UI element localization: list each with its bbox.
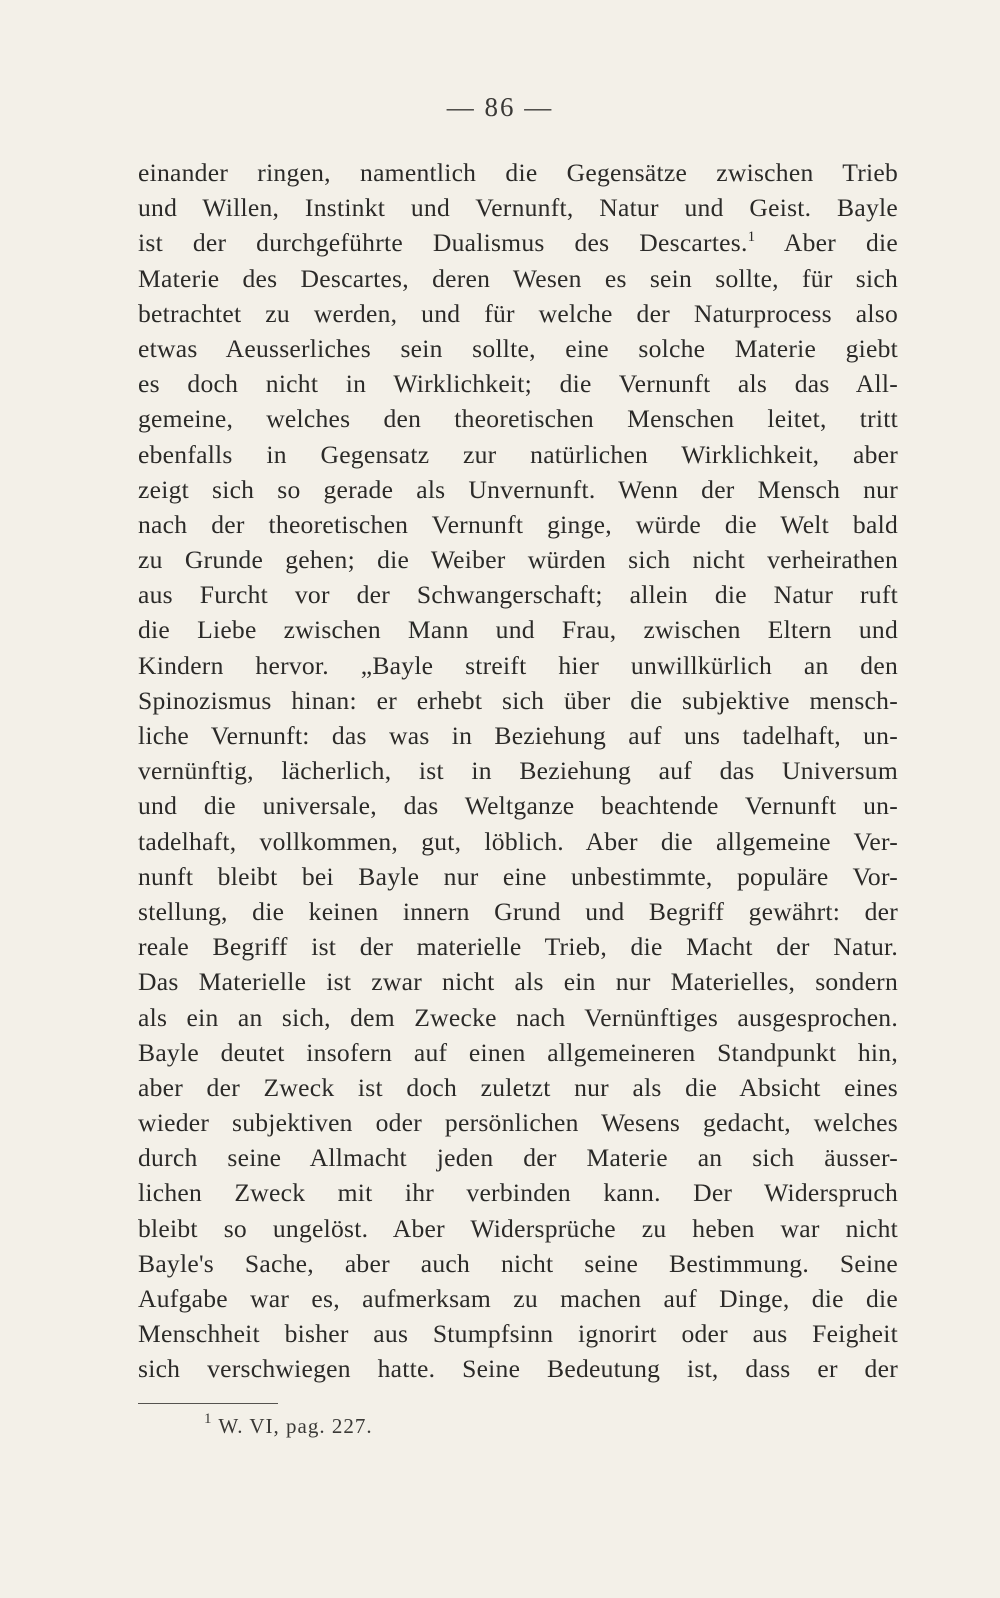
text-line: reale Begriff ist der materielle Trieb, die Macht der Natur. — [138, 932, 898, 962]
text-line: nach der theoretischen Vernunft ginge, würde die Welt bald — [138, 509, 898, 539]
text-line: gemeine, welches den theoretischen Menschen leitet, tritt — [138, 404, 898, 434]
text-line: Bayle deutet insofern auf einen allgemeineren Standpunkt hin, — [138, 1037, 898, 1067]
text-line-with-footnote-ref — [138, 225, 898, 260]
text-line: und die universale, das Weltganze beachtende Vernunft un- — [138, 791, 898, 821]
footnote — [204, 1411, 373, 1439]
text-line: stellung, die keinen innern Grund und Begriff gewährt: der — [138, 896, 898, 926]
text-line: sich verschwiegen hatte. Seine Bedeutung ist, dass er der — [138, 1354, 898, 1384]
text-line: durch seine Allmacht jeden der Materie an sich äusser- — [138, 1143, 898, 1173]
text-line: bleibt so ungelöst. Aber Widersprüche zu heben war nicht — [138, 1213, 898, 1243]
text-line: lichen Zweck mit ihr verbinden kann. Der Widerspruch — [138, 1178, 898, 1208]
text-line: Das Materielle ist zwar nicht als ein nur Materielles, sondern — [138, 967, 898, 997]
page-number: — 86 — — [446, 92, 554, 122]
text-line: Kindern hervor. „Bayle streift hier unwillkürlich an den — [138, 650, 898, 680]
text-line: ebenfalls in Gegensatz zur natürlichen Wirklichkeit, aber — [138, 439, 898, 469]
footnote-reference: 1 — [747, 229, 756, 246]
text-line: nunft bleibt bei Bayle nur eine unbestimmte, populäre Vor- — [138, 861, 898, 891]
text-line: Aufgabe war es, aufmerksam zu machen auf Dinge, die die — [138, 1284, 898, 1313]
text-line: einander ringen, namentlich die Gegensätze zwischen Trieb — [138, 158, 898, 187]
text-line: Spinozismus hinan: er erhebt sich über die subjektive mensch- — [138, 685, 898, 715]
text-line: Bayle's Sache, aber auch nicht seine Bestimmung. Seine — [138, 1248, 898, 1278]
footnote-marker: 1 — [204, 1411, 213, 1427]
text-line: es doch nicht in Wirklichkeit; die Vernunft als das All- — [138, 369, 898, 399]
text-segment: ist der durchgeführte Dualismus des Descartes. — [138, 228, 748, 258]
text-line: liche Vernunft: das was in Beziehung auf uns tadelhaft, un- — [138, 721, 898, 750]
body-text — [138, 155, 898, 1387]
text-line: aber der Zweck ist doch zuletzt nur als die Absicht eines — [138, 1072, 898, 1102]
text-line: als ein an sich, dem Zwecke nach Vernünftiges ausgesprochen. — [138, 1002, 898, 1032]
text-line: aus Furcht vor der Schwangerschaft; allein die Natur ruft — [138, 580, 898, 610]
text-line: tadelhaft, vollkommen, gut, löblich. Aber die allgemeine Ver- — [138, 826, 898, 856]
text-line: zu Grunde gehen; die Weiber würden sich nicht verheirathen — [138, 545, 898, 575]
text-line: vernünftig, lächerlich, ist in Beziehung auf das Universum — [138, 756, 898, 786]
footnote-text: W. VI, pag. 227. — [218, 1414, 373, 1438]
text-segment: Aber die — [783, 228, 898, 258]
text-line: wieder subjektiven oder persönlichen Wesens gedacht, welches — [138, 1108, 898, 1138]
text-line: die Liebe zwischen Mann und Frau, zwischen Eltern und — [138, 615, 898, 645]
text-line: und Willen, Instinkt und Vernunft, Natur und Geist. Bayle — [138, 193, 898, 223]
text-line: zeigt sich so gerade als Unvernunft. Wenn der Mensch nur — [138, 474, 898, 504]
text-line: betrachtet zu werden, und für welche der Naturprocess also — [138, 298, 898, 328]
text-line: Menschheit bisher aus Stumpfsinn ignorirt oder aus Feigheit — [138, 1319, 898, 1349]
footnote-divider — [138, 1403, 278, 1404]
text-line: Materie des Descartes, deren Wesen es sein sollte, für sich — [138, 263, 898, 293]
text-line: etwas Aeusserliches sein sollte, eine solche Materie giebt — [138, 333, 898, 363]
